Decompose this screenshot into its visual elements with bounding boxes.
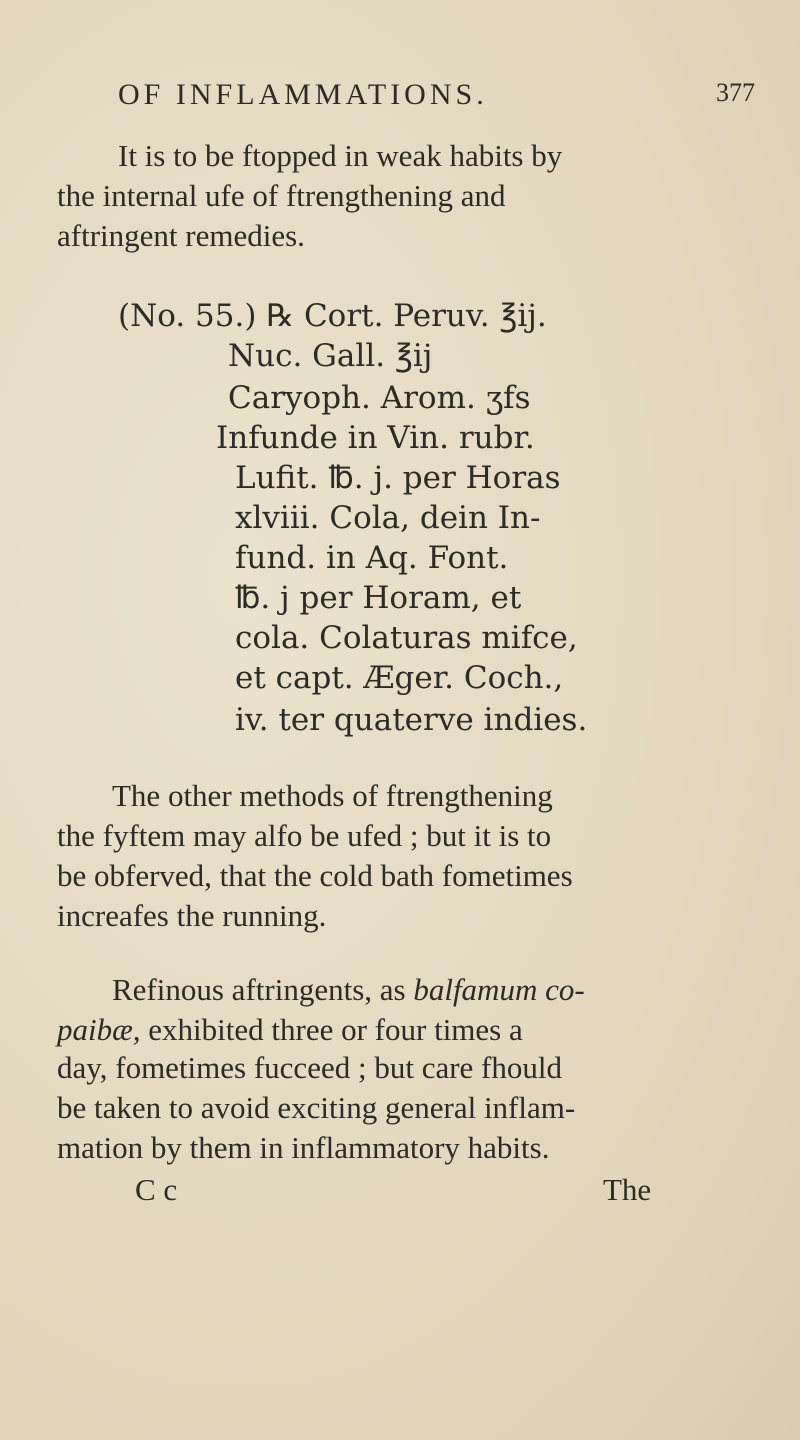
- text-line: the fyftem may alfo be ufed ; but it is to: [57, 818, 552, 853]
- recipe-line: (No. 55.) ℞ Cort. Peruv. ℥ij.: [118, 298, 547, 334]
- running-head: OF INFLAMMATIONS.: [118, 78, 488, 111]
- text-line: day, fometimes fucceed ; but care fhould: [57, 1050, 562, 1085]
- recipe-line: ℔. j per Horam, et: [235, 580, 522, 616]
- recipe-line: iv. ter quaterve indies.: [235, 702, 588, 738]
- text-line: the internal ufe of ftrengthening and: [57, 178, 506, 213]
- text-line: The other methods of ftrengthening: [112, 778, 553, 813]
- text-line: be obferved, that the cold bath fometimes: [57, 858, 573, 893]
- recipe-line: Lufit. ℔. j. per Horas: [235, 460, 561, 496]
- page-number: 377: [716, 78, 755, 107]
- catchword: The: [603, 1172, 652, 1207]
- text-line: It is to be ftopped in weak habits by: [118, 138, 563, 173]
- signature-mark: C c: [135, 1172, 178, 1207]
- text-line: [57, 1012, 523, 1048]
- recipe-line: fund. in Aq. Font.: [235, 540, 509, 576]
- text-run: Refinous aftringents, as: [112, 972, 414, 1007]
- text-line: mation by them in inflammatory habits.: [57, 1130, 550, 1165]
- recipe-line: et capt. Æger. Coch.,: [235, 660, 564, 696]
- text-run: exhibited three or four times a: [140, 1012, 523, 1047]
- recipe-line: Infunde in Vin. rubr.: [216, 420, 535, 456]
- recipe-line: Caryoph. Arom. ʒfs: [228, 380, 531, 416]
- recipe-line: xlviii. Cola, dein In-: [235, 500, 541, 536]
- italic-term: balfamum co-: [413, 972, 585, 1007]
- recipe-line: Nuc. Gall. ℥ij: [228, 338, 433, 374]
- text-line: be taken to avoid exciting general inflam-: [57, 1090, 576, 1125]
- text-line: [112, 972, 585, 1008]
- text-line: aftringent remedies.: [57, 218, 305, 253]
- recipe-line: cola. Colaturas mifce,: [235, 620, 578, 656]
- italic-term: paibæ,: [57, 1012, 141, 1047]
- text-line: increafes the running.: [57, 898, 327, 933]
